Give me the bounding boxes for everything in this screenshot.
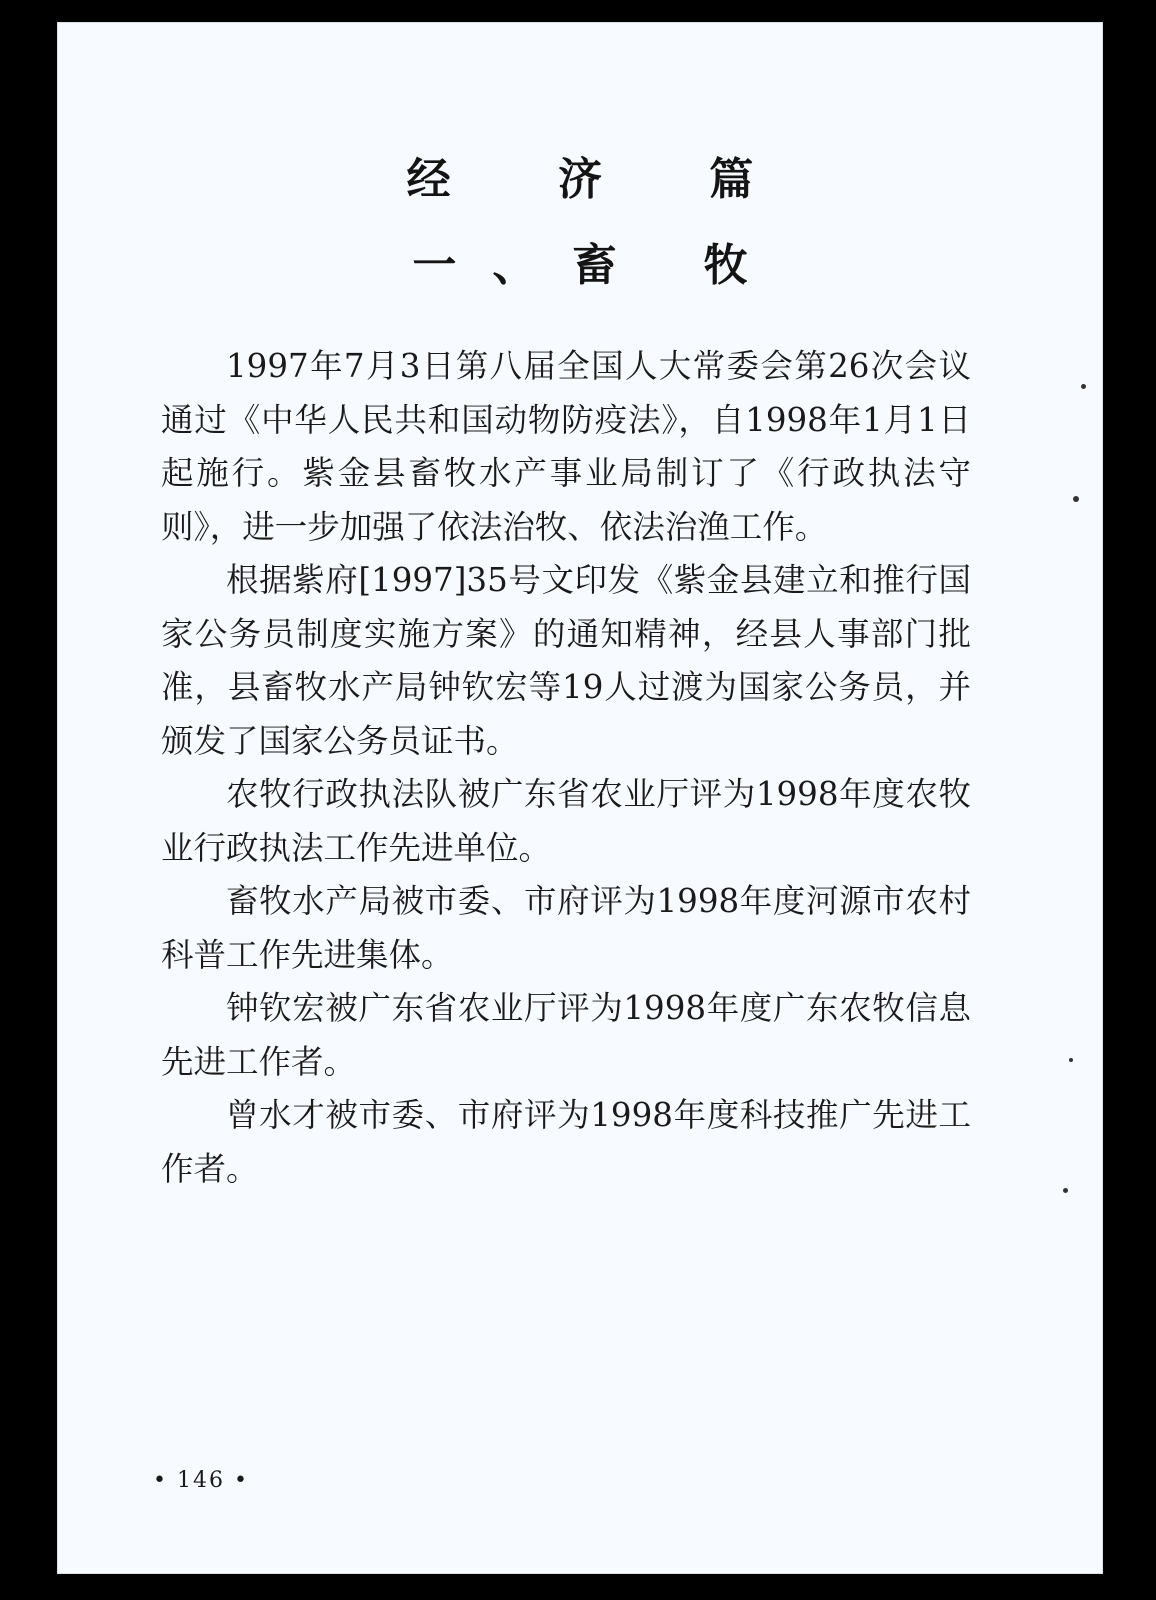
paragraph-1: 1997年7月3日第八届全国人大常委会第26次会议通过《中华人民共和国动物防疫法》，自1998年1月1日起施行。紫金县畜牧水产事业局制订了《行政执法守则》，进一步加强了依法治牧、依法治渔工作。 xyxy=(161,347,971,546)
paragraph-4: 畜牧水产局被市委、市府评为1998年度河源市农村科普工作先进集体。 xyxy=(161,882,971,974)
scan-speck xyxy=(1081,384,1086,389)
scan-speck xyxy=(1069,1058,1073,1062)
paragraph-6: 曾水才被市委、市府评为1998年度科技推广先进工作者。 xyxy=(161,1096,971,1188)
section-title: 经 济 篇 xyxy=(406,154,800,205)
paragraph-5: 钟钦宏被广东省农业厅评为1998年度广东农牧信息先进工作者。 xyxy=(161,989,971,1081)
paragraph-2: 根据紫府[1997]35号文印发《紫金县建立和推行国家公务员制度实施方案》的通知精神，经县人事部门批准，县畜牧水产局钟钦宏等19人过渡为国家公务员，并颁发了国家公务员证书。 xyxy=(161,561,971,760)
document-body xyxy=(161,340,971,1196)
document-page xyxy=(57,22,1103,1574)
paragraph-3: 农牧行政执法队被广东省农业厅评为1998年度农牧业行政执法工作先进单位。 xyxy=(161,775,971,867)
chapter-title: 一、畜 牧 xyxy=(412,240,784,291)
page-number: • 146 • xyxy=(153,1468,249,1493)
scan-speck xyxy=(1073,496,1079,502)
scan-speck xyxy=(1063,1188,1068,1193)
